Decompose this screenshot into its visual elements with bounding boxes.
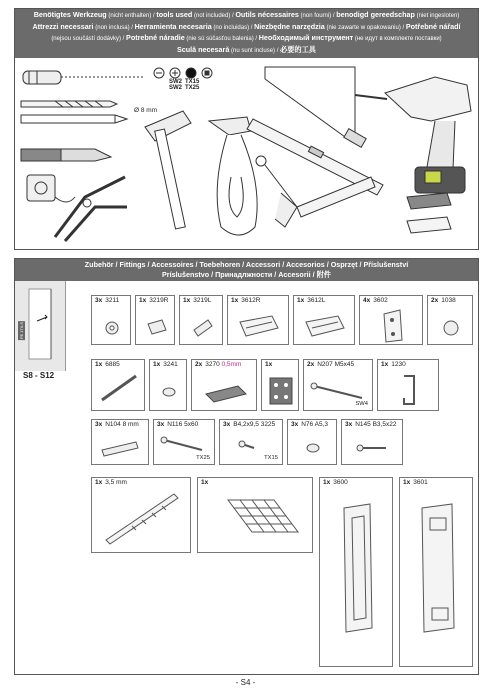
bit-type-label: TX25 [185, 85, 200, 91]
part-spacer-block: 1x [261, 359, 299, 411]
drill-bit-icon [92, 478, 192, 554]
hook-icon [378, 360, 440, 412]
tools-illustration [15, 57, 478, 249]
seal-strip-icon [92, 360, 146, 412]
part-1230: 1x 1230 [377, 359, 439, 411]
tools-panel [14, 8, 479, 250]
model-label: S8 - S12 [23, 371, 55, 380]
end-cap-right-icon [136, 296, 176, 346]
handle-profile-icon [400, 478, 474, 668]
pencil-icon [21, 115, 127, 123]
small-clip-icon [150, 360, 188, 412]
part-3601: 1x 3601 [399, 477, 473, 667]
part-3241: 1x 3241 [149, 359, 187, 411]
hammer-icon [145, 111, 191, 229]
part-n116: 3x N116 5x60 TX25 [153, 419, 215, 465]
bit-size-label: TX25 [196, 455, 210, 461]
part-glass-sticker: 1x [197, 477, 313, 553]
page-number: - S4 - [235, 678, 256, 687]
sticker-sheet-icon [198, 478, 314, 554]
screw-icon [342, 420, 404, 466]
washer-icon [288, 420, 338, 466]
handle-profile-icon [320, 478, 394, 668]
tools-header [15, 9, 478, 58]
spacer-blocks-icon [407, 193, 451, 233]
tape-measure-icon [27, 175, 75, 202]
shim-icon [192, 360, 258, 412]
tools-header-line-1: Benötigtes Werkzeug (nicht enthalten) / tools used (not included) / Outils nécessaires (non fourni) / benodigd gereedschap (niet ingesloten) [33, 10, 460, 19]
small-screw-icon [220, 420, 284, 466]
tools-header-line-4: Sculă necesară (nu sunt incluse) / 必要的工具 [176, 44, 316, 54]
utility-knife-icon [21, 149, 111, 161]
tools-header-line-2: Attrezzi necessari (non inclusa) / Herramienta necesaria (no incluidas) / Niezbędne narzędzia (nie zawarte w opakowaniu) / Potřebné nářadí [32, 21, 461, 31]
part-1038: 2x 1038 [427, 295, 473, 345]
model-thumbnail [15, 281, 66, 371]
bit-type-label: SW2 [169, 85, 183, 91]
part-6885: 1x 6885 [91, 359, 145, 411]
wall-profile-right-icon [228, 296, 290, 346]
spray-bottle-icon [209, 117, 257, 235]
part-3211: 3x 3211 [91, 295, 131, 345]
part-b42: 3x B4,2x9,5 3225 TX15 [219, 419, 283, 465]
part-3612r: 1x 3612R [227, 295, 289, 345]
tools-header-line-3: (nejsou součástí dodávky) / Potrebné náradie (nie sú súčasťou balenia) / Необходимый инструмент (не идут в комплекте поставки) [51, 33, 442, 43]
bit-type-icons [154, 68, 212, 78]
part-n207: 2x N207 M5x45 SW4 [303, 359, 373, 411]
screwdriver-icon [23, 71, 145, 84]
pliers-icon [55, 177, 127, 241]
cordless-drill-icon [355, 77, 471, 193]
part-drill-bit: 1x 3,5 mm [91, 477, 191, 553]
drill-bit-icon [21, 101, 117, 107]
washer-icon [92, 296, 132, 346]
accessories-panel [14, 258, 479, 675]
part-3270: 2x 3270 0,5mm [191, 359, 257, 411]
drill-size-label: Ø 8 mm [134, 107, 158, 114]
hinge-bracket-icon [360, 296, 424, 346]
bit-type-label: TX15 [185, 79, 200, 85]
bit-size-label: SW4 [355, 401, 368, 407]
wall-plug-icon [92, 420, 150, 466]
part-n104: 3x N104 8 mm [91, 419, 149, 465]
cap-icon [428, 296, 474, 346]
part-n145: 3x N145 B3,5x22 [341, 419, 403, 465]
bit-size-label: TX15 [264, 455, 278, 461]
bit-type-label: SW2 [169, 79, 183, 85]
part-3600: 1x 3600 [319, 477, 393, 667]
part-3602: 4x 3602 [359, 295, 423, 345]
caulking-gun-icon [256, 156, 375, 227]
bit-type-legend [169, 79, 199, 91]
accessories-header-line-1: Zubehör / Fittings / Accessoires / Toebehoren / Accessori / Accesorios / Osprzęt / Příslušenství [84, 260, 409, 269]
part-n76: 3x N76 A5,3 [287, 419, 337, 465]
accessories-header [15, 259, 478, 281]
accessories-header-line-2: Príslušenstvo / Принадлжности / Accesorii / 附件 [162, 269, 331, 279]
part-3219r: 1x 3219R [135, 295, 175, 345]
product-tag: PE 1TILS [19, 322, 24, 340]
bolt-icon [304, 360, 374, 412]
wall-profile-left-icon [294, 296, 356, 346]
spacer-block-icon [262, 360, 300, 412]
part-3612l: 1x 3612L [293, 295, 355, 345]
end-cap-left-icon [180, 296, 224, 346]
part-3219l: 1x 3219L [179, 295, 223, 345]
screw-icon [154, 420, 216, 466]
